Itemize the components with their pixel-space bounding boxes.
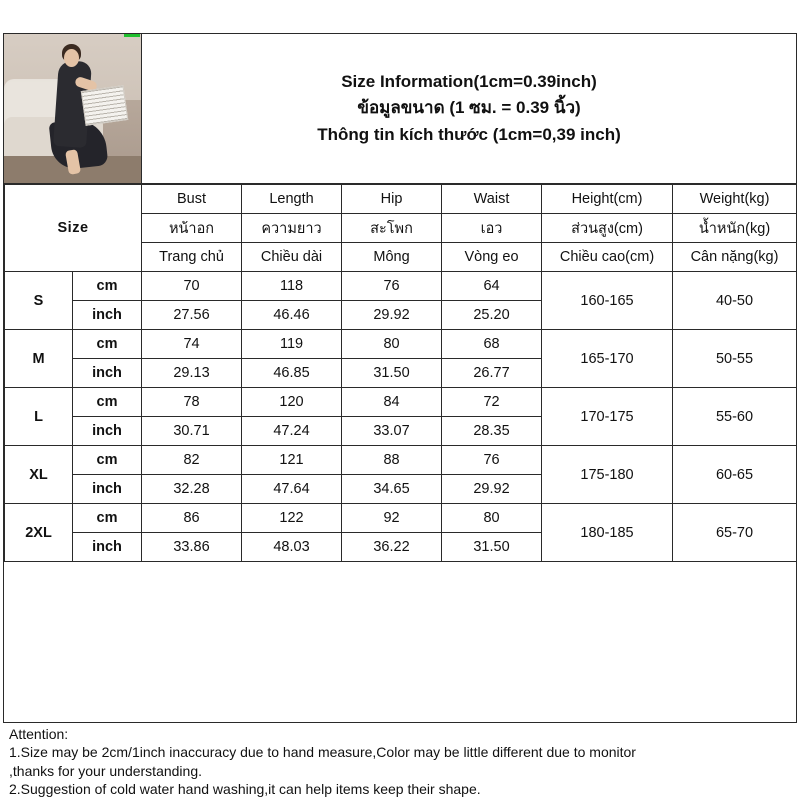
header-waist-vi: Vòng eo [442, 243, 542, 272]
cell-bust-cm: 86 [142, 504, 242, 533]
table-header-row-en [5, 185, 797, 214]
header-weight-th: น้ำหนัก(kg) [673, 214, 797, 243]
cell-height: 180-185 [542, 504, 673, 562]
row-size-xl: XL [5, 446, 73, 504]
cell-waist-cm: 76 [442, 446, 542, 475]
size-table [4, 184, 797, 562]
green-marker-icon [124, 34, 140, 37]
cell-hip-inch: 29.92 [342, 301, 442, 330]
header-hip-en: Hip [342, 185, 442, 214]
cell-weight: 60-65 [673, 446, 797, 504]
cell-length-inch: 46.46 [242, 301, 342, 330]
cell-length-cm: 120 [242, 388, 342, 417]
attention-heading: Attention: [9, 726, 69, 742]
cell-weight: 55-60 [673, 388, 797, 446]
cell-hip-cm: 84 [342, 388, 442, 417]
cell-hip-inch: 36.22 [342, 533, 442, 562]
row-size-l: L [5, 388, 73, 446]
cell-bust-cm: 78 [142, 388, 242, 417]
unit-inch: inch [73, 475, 142, 504]
title-line-th: ข้อมูลขนาด (1 ซม. = 0.39 นิ้ว) [357, 98, 581, 118]
title-block [142, 34, 796, 183]
table-row [5, 446, 797, 475]
cell-waist-cm: 80 [442, 504, 542, 533]
cell-length-inch: 47.64 [242, 475, 342, 504]
unit-cm: cm [73, 446, 142, 475]
unit-inch: inch [73, 359, 142, 388]
cell-length-cm: 118 [242, 272, 342, 301]
table-row [5, 388, 797, 417]
cell-height: 175-180 [542, 446, 673, 504]
cell-length-inch: 48.03 [242, 533, 342, 562]
header-weight-en: Weight(kg) [673, 185, 797, 214]
size-chart-container [3, 33, 797, 723]
header-bust-th: หน้าอก [142, 214, 242, 243]
unit-cm: cm [73, 272, 142, 301]
cell-weight: 65-70 [673, 504, 797, 562]
header-length-en: Length [242, 185, 342, 214]
unit-cm: cm [73, 388, 142, 417]
header-height-th: ส่วนสูง(cm) [542, 214, 673, 243]
cell-hip-cm: 92 [342, 504, 442, 533]
cell-height: 165-170 [542, 330, 673, 388]
header-length-th: ความยาว [242, 214, 342, 243]
header-waist-en: Waist [442, 185, 542, 214]
cell-bust-inch: 32.28 [142, 475, 242, 504]
header-waist-th: เอว [442, 214, 542, 243]
table-row [5, 330, 797, 359]
unit-inch: inch [73, 301, 142, 330]
header-length-vi: Chiều dài [242, 243, 342, 272]
cell-height: 160-165 [542, 272, 673, 330]
unit-inch: inch [73, 417, 142, 446]
photo-image [4, 34, 141, 183]
cell-length-cm: 122 [242, 504, 342, 533]
cell-bust-inch: 27.56 [142, 301, 242, 330]
cell-length-inch: 46.85 [242, 359, 342, 388]
cell-hip-cm: 80 [342, 330, 442, 359]
cell-hip-inch: 33.07 [342, 417, 442, 446]
cell-weight: 40-50 [673, 272, 797, 330]
header-height-vi: Chiều cao(cm) [542, 243, 673, 272]
unit-cm: cm [73, 504, 142, 533]
title-line-vi: Thông tin kích thước (1cm=0,39 inch) [317, 124, 621, 144]
cell-waist-inch: 26.77 [442, 359, 542, 388]
header-hip-th: สะโพก [342, 214, 442, 243]
cell-hip-cm: 88 [342, 446, 442, 475]
header-height-en: Height(cm) [542, 185, 673, 214]
row-size-2xl: 2XL [5, 504, 73, 562]
cell-bust-cm: 82 [142, 446, 242, 475]
cell-waist-inch: 28.35 [442, 417, 542, 446]
title-line-en: Size Information(1cm=0.39inch) [341, 71, 597, 91]
cell-height: 170-175 [542, 388, 673, 446]
cell-waist-inch: 29.92 [442, 475, 542, 504]
chart-header [4, 34, 796, 184]
cell-waist-cm: 72 [442, 388, 542, 417]
header-bust-en: Bust [142, 185, 242, 214]
header-bust-vi: Trang chủ [142, 243, 242, 272]
cell-bust-cm: 70 [142, 272, 242, 301]
cell-length-cm: 119 [242, 330, 342, 359]
cell-hip-inch: 34.65 [342, 475, 442, 504]
cell-waist-cm: 68 [442, 330, 542, 359]
header-weight-vi: Cân nặng(kg) [673, 243, 797, 272]
row-size-s: S [5, 272, 73, 330]
cell-bust-inch: 29.13 [142, 359, 242, 388]
size-column-header: Size [5, 185, 142, 272]
cell-bust-inch: 30.71 [142, 417, 242, 446]
unit-inch: inch [73, 533, 142, 562]
unit-cm: cm [73, 330, 142, 359]
cell-bust-inch: 33.86 [142, 533, 242, 562]
cell-hip-inch: 31.50 [342, 359, 442, 388]
attention-line-1: 1.Size may be 2cm/1inch inaccuracy due to hand measure,Color may be little different due to monitor [9, 744, 636, 761]
attention-line-2: ,thanks for your understanding. [9, 762, 203, 779]
table-row [5, 504, 797, 533]
attention-block [3, 723, 797, 799]
cell-waist-inch: 31.50 [442, 533, 542, 562]
table-row [5, 272, 797, 301]
cell-weight: 50-55 [673, 330, 797, 388]
attention-line-3: 2.Suggestion of cold water hand washing,it can help items keep their shape. [9, 781, 481, 798]
cell-bust-cm: 74 [142, 330, 242, 359]
row-size-m: M [5, 330, 73, 388]
cell-length-cm: 121 [242, 446, 342, 475]
cell-length-inch: 47.24 [242, 417, 342, 446]
cell-hip-cm: 76 [342, 272, 442, 301]
product-photo [4, 34, 142, 183]
cell-waist-inch: 25.20 [442, 301, 542, 330]
cell-waist-cm: 64 [442, 272, 542, 301]
header-hip-vi: Mông [342, 243, 442, 272]
